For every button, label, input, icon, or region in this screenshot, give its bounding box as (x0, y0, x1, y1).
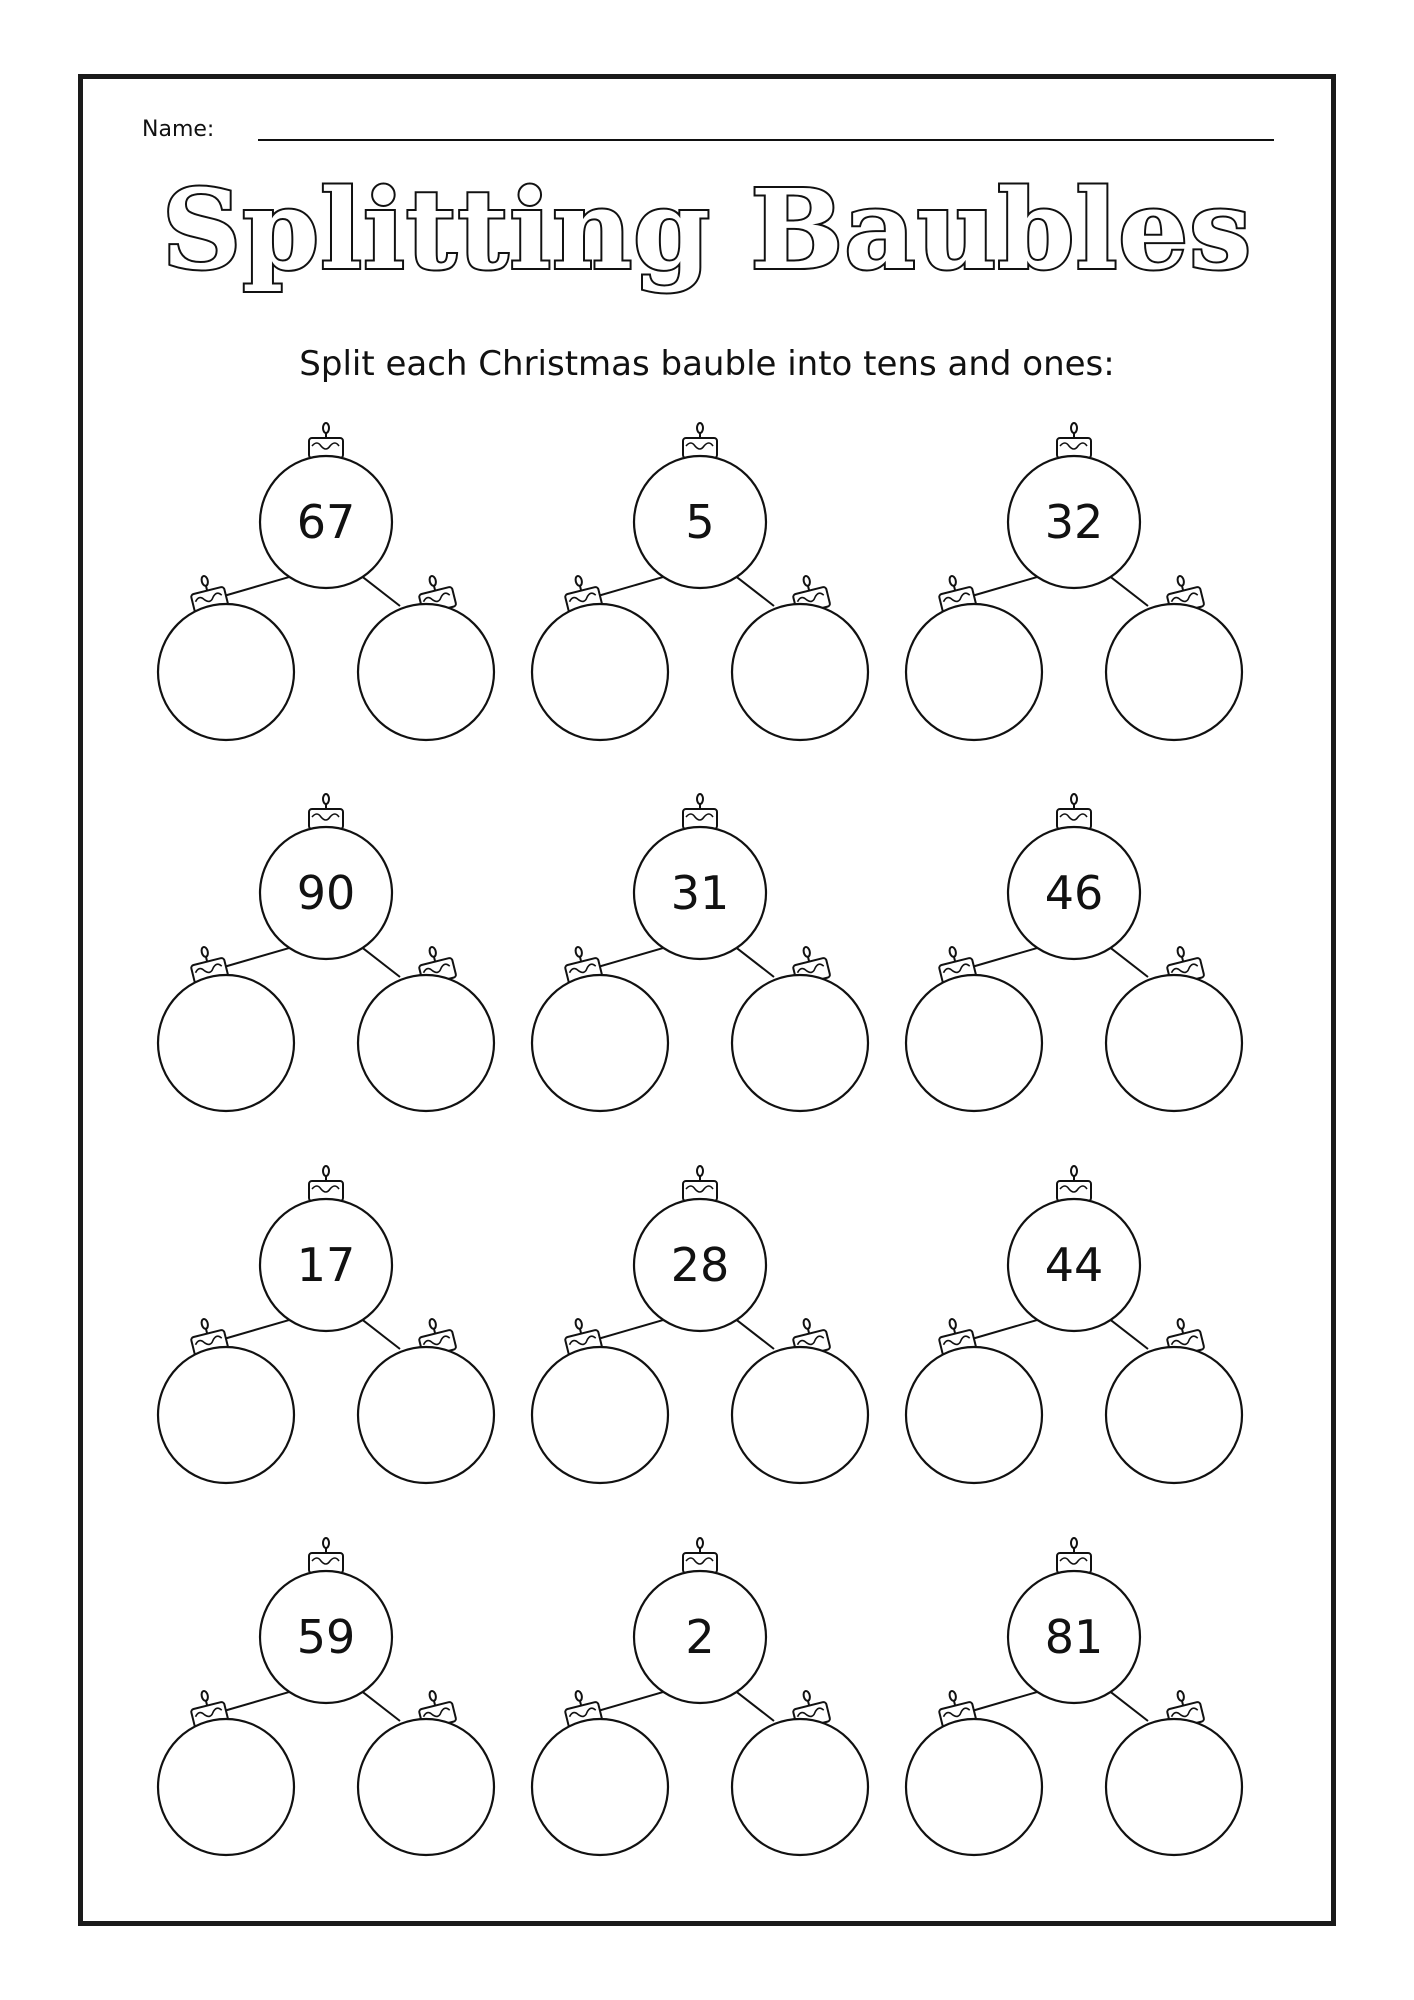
whole-number: 67 (296, 495, 356, 549)
cap-loop (323, 1538, 329, 1548)
bond-line-right (363, 1320, 400, 1349)
cap-loop (949, 1690, 957, 1701)
bond-line-right (737, 1320, 774, 1349)
bauble-cap-icon (683, 794, 717, 829)
cap-loop (949, 1318, 957, 1329)
bauble-cap-icon (309, 1538, 343, 1573)
ones-answer-bauble[interactable] (732, 1719, 868, 1855)
ones-answer-bauble[interactable] (1106, 1719, 1242, 1855)
cap-loop (697, 1538, 703, 1548)
tens-answer-bauble[interactable] (906, 1347, 1042, 1483)
bond-line-right (737, 577, 774, 606)
cap-loop (323, 423, 329, 433)
bauble-cap-icon (683, 423, 717, 458)
ones-answer-bauble[interactable] (1106, 604, 1242, 740)
cap-loop (949, 575, 957, 586)
cap-loop (429, 575, 437, 586)
cap-loop (323, 1166, 329, 1176)
bauble-cap-icon (1057, 423, 1091, 458)
bauble-number-bond (906, 1166, 1242, 1483)
bauble-number-bond (532, 1538, 868, 1855)
tens-answer-bauble[interactable] (532, 604, 668, 740)
bond-line-right (1111, 948, 1148, 977)
bauble-number-bond (532, 423, 868, 740)
whole-number: 28 (670, 1238, 730, 1292)
cap-loop (575, 575, 583, 586)
cap-loop (201, 946, 209, 957)
cap-loop (575, 946, 583, 957)
tens-answer-bauble[interactable] (532, 1347, 668, 1483)
ones-answer-bauble[interactable] (358, 1719, 494, 1855)
bauble-number-bond (532, 1166, 868, 1483)
tens-answer-bauble[interactable] (906, 1719, 1042, 1855)
cap-loop (1177, 1318, 1185, 1329)
bauble-number-bond (906, 794, 1242, 1111)
tens-answer-bauble[interactable] (158, 1719, 294, 1855)
ones-answer-bauble[interactable] (358, 975, 494, 1111)
cap-loop (697, 794, 703, 804)
cap-loop (803, 1318, 811, 1329)
tens-answer-bauble[interactable] (532, 975, 668, 1111)
ones-answer-bauble[interactable] (1106, 1347, 1242, 1483)
cap-loop (803, 1690, 811, 1701)
cap-loop (1071, 794, 1077, 804)
bond-line-right (737, 948, 774, 977)
bauble-number-bond (906, 423, 1242, 740)
bond-line-right (1111, 577, 1148, 606)
instructions: Split each Christmas bauble into tens and ones: (299, 344, 1115, 384)
bond-line-right (737, 1692, 774, 1721)
whole-number: 2 (685, 1610, 715, 1664)
cap-loop (429, 946, 437, 957)
whole-number: 81 (1044, 1610, 1104, 1664)
bond-line-right (1111, 1320, 1148, 1349)
bauble-number-bond (532, 794, 868, 1111)
whole-number: 17 (296, 1238, 356, 1292)
tens-answer-bauble[interactable] (906, 975, 1042, 1111)
worksheet-title: Splitting Baubles (161, 165, 1253, 294)
tens-answer-bauble[interactable] (158, 604, 294, 740)
ones-answer-bauble[interactable] (1106, 975, 1242, 1111)
cap-loop (697, 423, 703, 433)
bauble-number-bond (158, 423, 494, 740)
cap-loop (1177, 1690, 1185, 1701)
ones-answer-bauble[interactable] (358, 604, 494, 740)
cap-loop (1071, 423, 1077, 433)
bond-line-right (363, 948, 400, 977)
tens-answer-bauble[interactable] (906, 604, 1042, 740)
tens-answer-bauble[interactable] (532, 1719, 668, 1855)
cap-loop (697, 1166, 703, 1176)
cap-loop (803, 946, 811, 957)
cap-loop (1177, 946, 1185, 957)
ones-answer-bauble[interactable] (358, 1347, 494, 1483)
bauble-cap-icon (1057, 794, 1091, 829)
cap-loop (201, 1318, 209, 1329)
bond-line-right (363, 1692, 400, 1721)
bauble-cap-icon (683, 1166, 717, 1201)
tens-answer-bauble[interactable] (158, 975, 294, 1111)
whole-number: 90 (296, 866, 356, 920)
ones-answer-bauble[interactable] (732, 975, 868, 1111)
tens-answer-bauble[interactable] (158, 1347, 294, 1483)
cap-loop (575, 1690, 583, 1701)
bauble-number-bond (158, 1538, 494, 1855)
bauble-number-bond (906, 1538, 1242, 1855)
bauble-cap-icon (309, 423, 343, 458)
bauble-number-bond (158, 794, 494, 1111)
cap-loop (803, 575, 811, 586)
cap-loop (575, 1318, 583, 1329)
bauble-number-bond (158, 1166, 494, 1483)
ones-answer-bauble[interactable] (732, 604, 868, 740)
bauble-cap-icon (1057, 1538, 1091, 1573)
whole-number: 32 (1044, 495, 1104, 549)
whole-number: 5 (685, 495, 715, 549)
cap-loop (323, 794, 329, 804)
bauble-cap-icon (683, 1538, 717, 1573)
whole-number: 44 (1044, 1238, 1104, 1292)
cap-loop (949, 946, 957, 957)
cap-loop (201, 575, 209, 586)
cap-loop (429, 1318, 437, 1329)
whole-number: 46 (1044, 866, 1104, 920)
cap-loop (1071, 1538, 1077, 1548)
name-label: Name: (142, 117, 215, 142)
bauble-cap-icon (309, 1166, 343, 1201)
bauble-cap-icon (309, 794, 343, 829)
cap-loop (1071, 1166, 1077, 1176)
bauble-cap-icon (1057, 1166, 1091, 1201)
whole-number: 59 (296, 1610, 356, 1664)
cap-loop (429, 1690, 437, 1701)
cap-loop (1177, 575, 1185, 586)
ones-answer-bauble[interactable] (732, 1347, 868, 1483)
bond-line-right (363, 577, 400, 606)
cap-loop (201, 1690, 209, 1701)
bond-line-right (1111, 1692, 1148, 1721)
whole-number: 31 (670, 866, 730, 920)
